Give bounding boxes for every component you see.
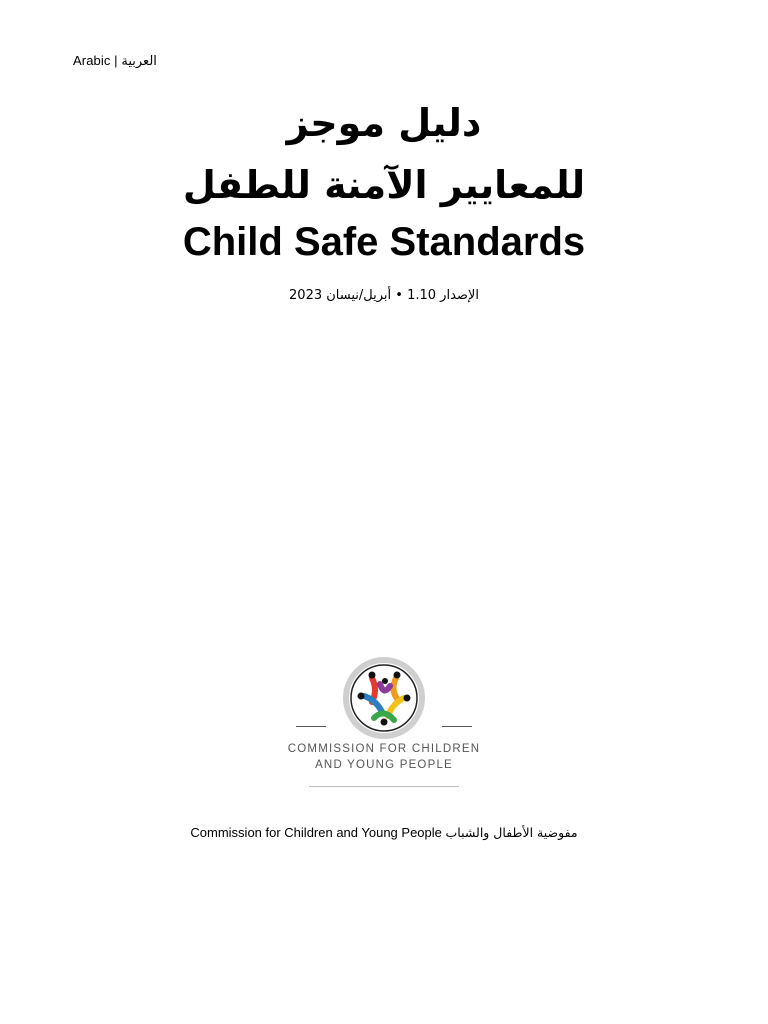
title-arabic-line1: دليل موجز	[286, 101, 482, 145]
footer-org-en: Commission for Children and Young People	[190, 825, 442, 840]
logo-rule-left	[296, 726, 326, 727]
logo-underline	[309, 786, 459, 787]
commission-logo	[0, 656, 768, 787]
logo-emblem-icon	[342, 656, 426, 740]
logo-text-line1: COMMISSION FOR CHILDREN	[287, 743, 481, 755]
footer-org-ar: مفوضية الأطفال والشباب	[445, 825, 578, 840]
language-tag	[73, 53, 157, 69]
title-block	[0, 92, 768, 303]
logo-text-line2: AND YOUNG PEOPLE	[315, 759, 453, 771]
language-tag-ar: العربية	[121, 54, 157, 69]
language-separator: |	[110, 53, 122, 68]
logo-rule-right	[442, 726, 472, 727]
title-arabic-line2: للمعايير الآمنة للطفل	[182, 163, 586, 207]
version-date: الإصدار 1.10 • أبريل/نيسان 2023	[289, 288, 479, 303]
footer-organization	[0, 825, 768, 840]
title-english: Child Safe Standards	[182, 220, 586, 264]
language-tag-en: Arabic	[73, 53, 111, 68]
